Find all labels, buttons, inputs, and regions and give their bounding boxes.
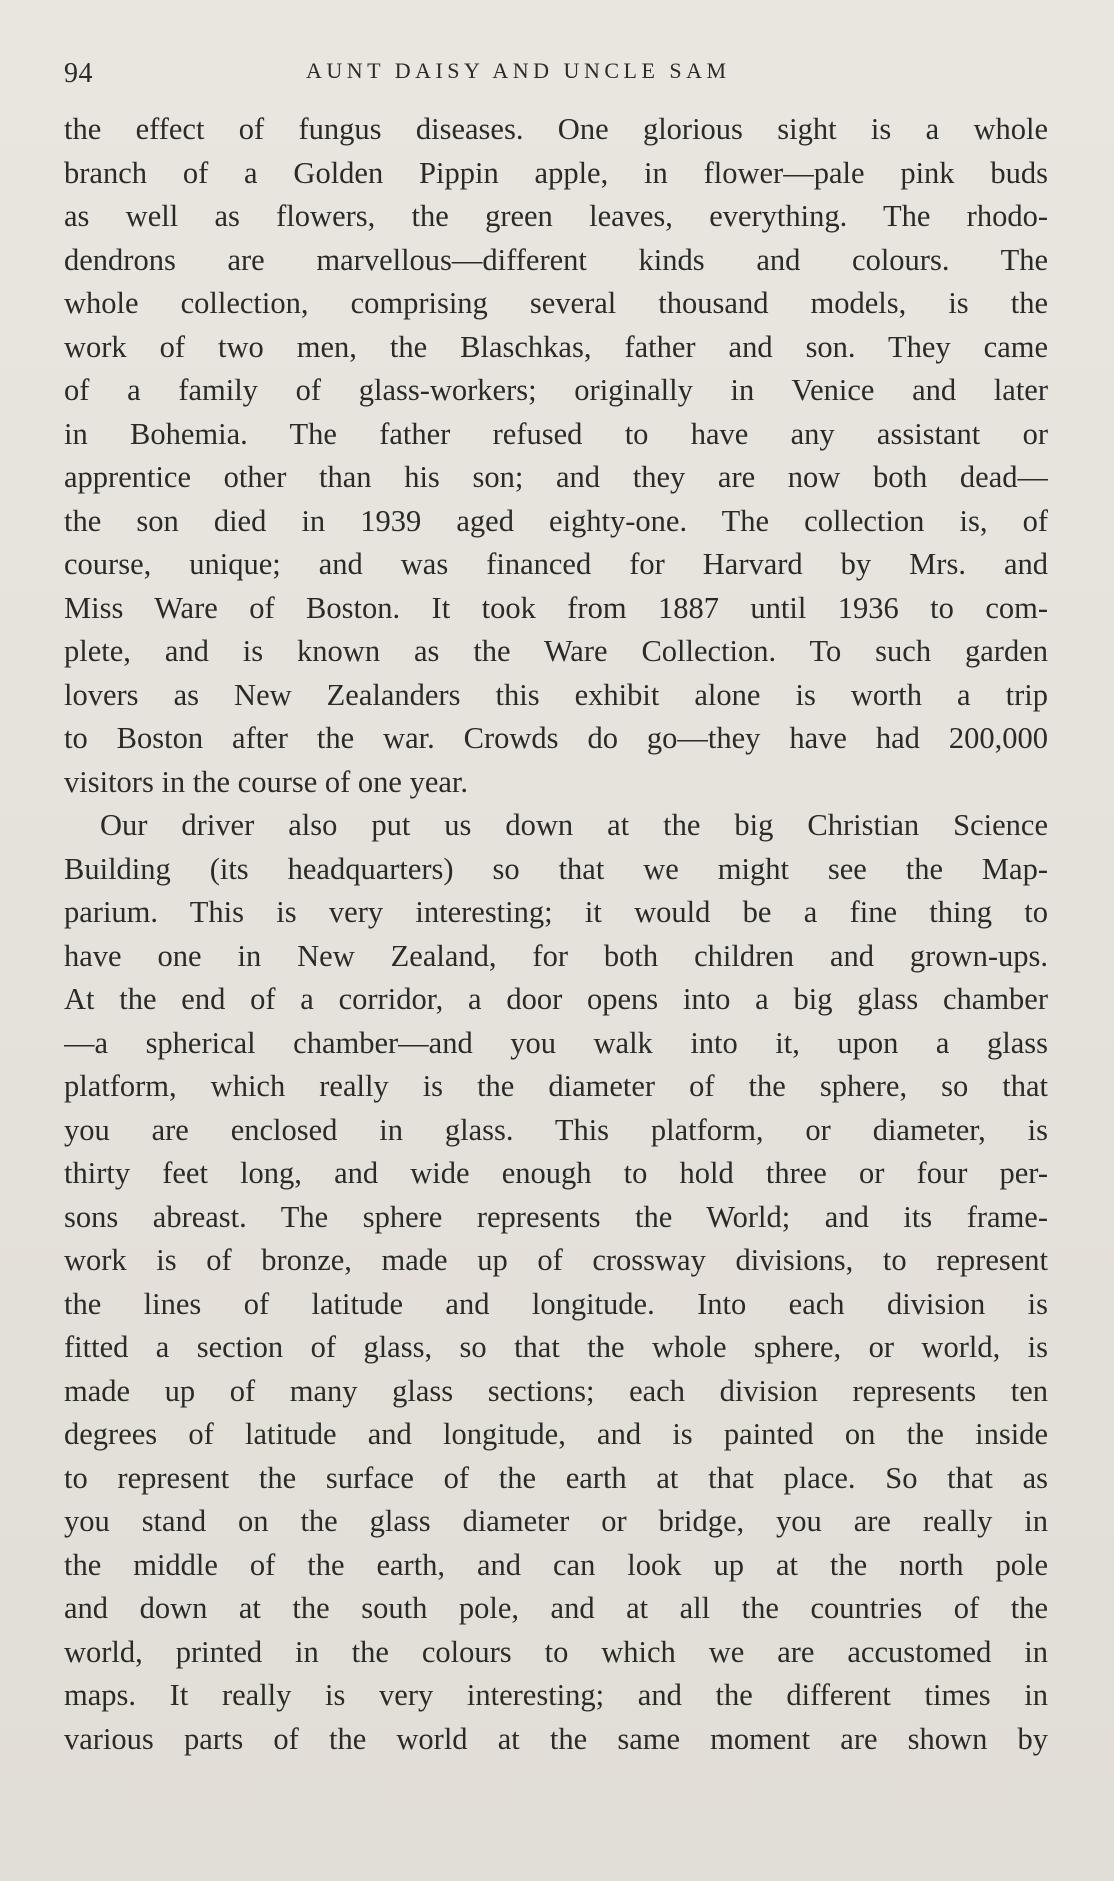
text-line: Miss Ware of Boston. It took from 1887 until 1936 to com- (64, 590, 1048, 625)
body-text (64, 108, 1048, 1761)
text-line: the effect of fungus diseases. One glorious sight is a whole (64, 112, 1048, 146)
text-line: work is of bronze, made up of crossway divisions, to represent (64, 1243, 1048, 1277)
text-line: —a spherical chamber—and you walk into it, upon a glass (64, 1025, 1048, 1060)
paragraph-first-line: Our driver also put us down at the big Christian Science (100, 808, 1048, 842)
text-line: thirty feet long, and wide enough to hold three or four per- (64, 1156, 1048, 1190)
text-line: parium. This is very interesting; it would be a fine thing to (64, 895, 1048, 929)
text-line: work of two men, the Blaschkas, father and son. They came (64, 329, 1048, 364)
text-line: plete, and is known as the Ware Collection. To such garden (64, 634, 1048, 668)
running-head (64, 52, 1054, 92)
text-line: in Bohemia. The father refused to have any assistant or (64, 416, 1048, 451)
text-line: as well as flowers, the green leaves, everything. The rhodo- (64, 199, 1048, 233)
text-line: branch of a Golden Pippin apple, in flower—pale pink buds (64, 155, 1048, 190)
text-line: to represent the surface of the earth at that place. So that as (64, 1460, 1048, 1495)
paragraph-last-line: visitors in the course of one year. (64, 764, 469, 799)
text-line: dendrons are marvellous—different kinds and colours. The (64, 242, 1048, 277)
text-line: of a family of glass-workers; originally in Venice and later (64, 373, 1048, 407)
text-line: the middle of the earth, and can look up at the north pole (64, 1547, 1048, 1582)
text-line: degrees of latitude and longitude, and is painted on the inside (64, 1417, 1048, 1451)
text-line: sons abreast. The sphere represents the World; and its frame- (64, 1199, 1048, 1234)
book-title: AUNT DAISY AND UNCLE SAM (306, 58, 731, 83)
text-line: the son died in 1939 aged eighty-one. The collection is, of (64, 503, 1048, 538)
text-line: At the end of a corridor, a door opens into a big glass chamber (64, 982, 1048, 1016)
text-line: course, unique; and was financed for Harvard by Mrs. and (64, 547, 1048, 581)
text-line: you are enclosed in glass. This platform, or diameter, is (64, 1112, 1048, 1147)
text-line: whole collection, comprising several thousand models, is the (64, 286, 1048, 320)
text-line: lovers as New Zealanders this exhibit alone is worth a trip (64, 677, 1048, 712)
text-line: to Boston after the war. Crowds do go—they have had 200,000 (64, 721, 1048, 755)
text-line: you stand on the glass diameter or bridge, you are really in (64, 1504, 1048, 1538)
page-number: 94 (64, 58, 93, 89)
text-line: Building (its headquarters) so that we might see the Map- (64, 851, 1048, 886)
text-line: and down at the south pole, and at all the countries of the (64, 1591, 1048, 1625)
text-line: world, printed in the colours to which we are accustomed in (64, 1634, 1048, 1669)
text-line: platform, which really is the diameter of the sphere, so that (64, 1069, 1048, 1103)
text-line: made up of many glass sections; each division represents ten (64, 1373, 1048, 1408)
text-line: various parts of the world at the same moment are shown by (64, 1721, 1048, 1756)
text-line: have one in New Zealand, for both children and grown-ups. (64, 938, 1048, 973)
text-line: the lines of latitude and longitude. Into each division is (64, 1286, 1048, 1321)
text-line: fitted a section of glass, so that the whole sphere, or world, is (64, 1330, 1048, 1364)
text-line: apprentice other than his son; and they are now both dead— (64, 460, 1048, 494)
text-line: maps. It really is very interesting; and the different times in (64, 1678, 1048, 1712)
